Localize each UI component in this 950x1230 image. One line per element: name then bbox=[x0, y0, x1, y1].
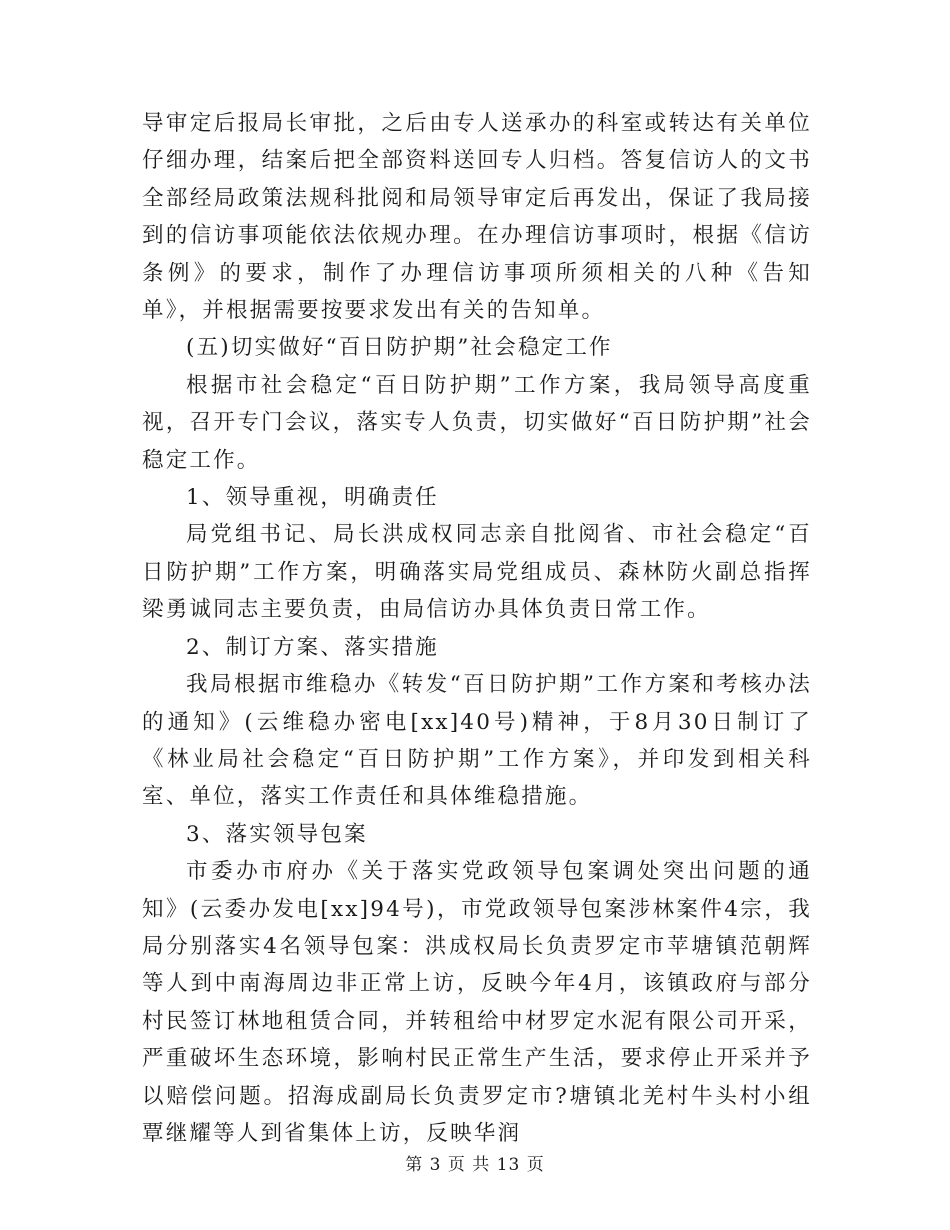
paragraph-filing-procedure: 导审定后报局长审批，之后由专人送承办的科室或转达有关单位仔细办理，结案后把全部资料送回专人归档。答复信访人的文书全部经局政策法规科批阅和局领导审定后再发出，保证了我局接到的信访事项能依法依规办理。在办理信访事项时，根据《信访条例》的要求，制作了办理信访事项所须相关的八种《告知单》，并根据需要按要求发出有关的告知单。 bbox=[142, 111, 812, 324]
paragraph-plan-measures: 我局根据市维稳办《转发“百日防护期”工作方案和考核办法的通知》(云维稳办密电[xx]40号)精神，于8月30日制订了《林业局社会稳定“百日防护期”工作方案》，并印发到相关科室、单位，落实工作责任和具体维稳措施。 bbox=[142, 672, 812, 810]
paragraph-leadership: 局党组书记、局长洪成权同志亲自批阅省、市社会稳定“百日防护期”工作方案，明确落实局党组成员、森林防火副总指挥梁勇诚同志主要负责，由局信访办具体负责日常工作。 bbox=[142, 522, 812, 623]
subheading-plan-measures: 2、制订方案、落实措施 bbox=[186, 634, 439, 660]
page-number-footer: 第 3 页 共 13 页 bbox=[405, 1155, 545, 1175]
paragraph-leader-cases: 市委办市府办《关于落实党政领导包案调处突出问题的通知》(云委办发电[xx]94号)，市党政领导包案涉林案件4宗，我局分别落实4名领导包案：洪成权局长负责罗定市苹塘镇范朝辉等人到中南海周边非正常上访，反映今年4月，该镇政府与部分村民签订林地租赁合同，并转租给中材罗定水泥有限公司开采，严重破坏生态环境，影响村民正常生产生活，要求停止开采并予以赔偿问题。招海成副局长负责罗定市?塘镇北羌村牛头村小组覃继耀等人到省集体上访，反映华润 bbox=[142, 859, 812, 1146]
document-body bbox=[142, 105, 812, 1152]
subheading-leader-cases: 3、落实领导包案 bbox=[186, 821, 368, 847]
section-heading-hundred-days: (五)切实做好“百日防护期”社会稳定工作 bbox=[186, 335, 613, 361]
paragraph-hundred-days-intro: 根据市社会稳定“百日防护期”工作方案，我局领导高度重视，召开专门会议，落实专人负责，切实做好“百日防护期”社会稳定工作。 bbox=[142, 372, 812, 473]
subheading-leadership: 1、领导重视，明确责任 bbox=[186, 485, 439, 511]
